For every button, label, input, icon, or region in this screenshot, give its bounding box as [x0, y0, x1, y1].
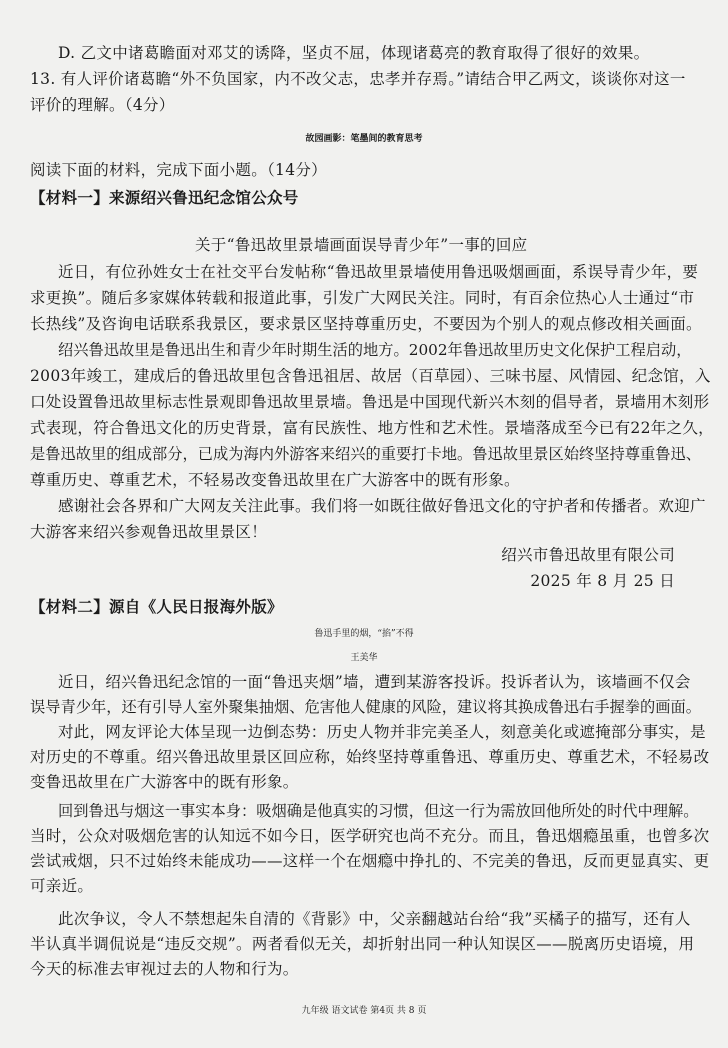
- material2-line: 可亲近。: [30, 877, 94, 895]
- page-footer: 九年级 语文试卷 第4页 共 8 页: [301, 1006, 427, 1016]
- material2-line: 当时，公众对吸烟危害的认知远不如今日，医学研究也尚不充分。而且，鲁迅烟瘾虽重，也曾多次: [30, 827, 710, 845]
- material1-line: 口处设置鲁迅故里标志性景观即鲁迅故里景墙。鲁迅是中国现代新兴木刻的倡导者，景墙用木刻形: [30, 393, 710, 411]
- material1-date: 2025 年 8 月 25 日: [530, 572, 675, 590]
- material1-line: 绍兴鲁迅故里是鲁迅出生和青少年时期生活的地方。2002年鲁迅故里历史文化保护工程启动，: [58, 341, 692, 359]
- material2-line: 变鲁迅故里在广大游客中的既有形象。: [30, 773, 299, 791]
- section-title: 故园画影：笔墨间的教育思考: [305, 134, 423, 144]
- material2-line: 对此，网友评论大体呈现一边倒态势：历史人物并非完美圣人，刻意美化或遮掩部分事实，是: [58, 723, 706, 741]
- material2-line: 回到鲁迅与烟这一事实本身：吸烟确是他真实的习惯，但这一行为需放回他所处的时代中理解。: [58, 802, 699, 820]
- material2-line: 尝试戒烟，只不过始终未能成功——这样一个在烟瘾中挣扎的、不完美的鲁迅，反而更显真实、更: [30, 852, 710, 870]
- material2-line: 此次争议，令人不禁想起朱自清的《背影》中，父亲翻越站台给“我”买橘子的描写，还有人: [58, 910, 691, 928]
- instruction: 阅读下面的材料，完成下面小题。（14分）: [30, 161, 327, 179]
- material1-line: 式表现，符合鲁迅文化的历史背景，富有民族性、地方性和艺术性。景墙落成至今已有22年之久，: [30, 419, 714, 437]
- material1-title: 关于“鲁迅故里景墙画面误导青少年”一事的回应: [195, 236, 528, 254]
- material2-line: 半认真半调侃说是“违反交规”。两者看似无关，却折射出同一种认知误区——脱离历史语境，用: [30, 935, 695, 953]
- option-d: D. 乙文中诸葛瞻面对邓艾的诱降，坚贞不屈，体现诸葛亮的教育取得了很好的效果。: [58, 44, 650, 62]
- material2-line: 对历史的不尊重。绍兴鲁迅故里景区回应称，始终坚持尊重鲁迅、尊重历史、尊重艺术，不轻易改: [30, 748, 710, 766]
- material1-label: 【材料一】来源绍兴鲁迅纪念馆公众号: [30, 188, 299, 207]
- material1-line: 2003年竣工，建成后的鲁迅故里包含鲁迅祖居、故居（百草园）、三味书屋、风情园、纪念馆，入: [30, 367, 711, 385]
- material1-line: 近日，有位孙姓女士在社交平台发帖称“鲁迅故里景墙使用鲁迅吸烟画面，系误导青少年，要: [58, 263, 699, 281]
- material1-line: 求更换”。随后多家媒体转载和报道此事，引发广大网民关注。同时，有百余位热心人士通过“市: [30, 289, 695, 307]
- material1-line: 大游客来绍兴参观鲁迅故里景区！: [30, 523, 268, 541]
- question-13-line1: 13. 有人评价诸葛瞻“外不负国家，内不改父志，忠孝并存焉。”请结合甲乙两文，谈谈你对这一: [30, 70, 686, 88]
- material2-line: 误导青少年，还有引导人室外聚集抽烟、危害他人健康的风险，建议将其换成鲁迅右手握拳的画面。: [30, 698, 701, 716]
- material1-line: 是鲁迅故里的组成部分，已成为海内外游客来绍兴的重要打卡地。鲁迅故里景区始终坚持尊重鲁迅、: [30, 445, 701, 463]
- material1-line: 长热线”及咨询电话联系我景区，要求景区坚持尊重历史，不要因为个别人的观点修改相关画面。: [30, 315, 702, 333]
- material2-author: 王美华: [350, 653, 378, 663]
- material2-label: 【材料二】源自《人民日报海外版》: [30, 597, 283, 616]
- question-13-line2: 评价的理解。（4分）: [30, 96, 175, 114]
- material2-line: 近日，绍兴鲁迅纪念馆的一面“鲁迅夹烟”墙，遭到某游客投诉。投诉者认为，该墙画不仅会: [58, 673, 691, 691]
- material2-line: 今天的标准去审视过去的人物和行为。: [30, 960, 299, 978]
- material1-signature: 绍兴市鲁迅故里有限公司: [501, 546, 675, 564]
- material1-line: 尊重历史、尊重艺术，不轻易改变鲁迅故里在广大游客中的既有形象。: [30, 471, 520, 489]
- material1-line: 感谢社会各界和广大网友关注此事。我们将一如既往做好鲁迅文化的守护者和传播者。欢迎广: [58, 497, 706, 515]
- material2-title: 鲁迅手里的烟，“掐”不得: [314, 629, 414, 639]
